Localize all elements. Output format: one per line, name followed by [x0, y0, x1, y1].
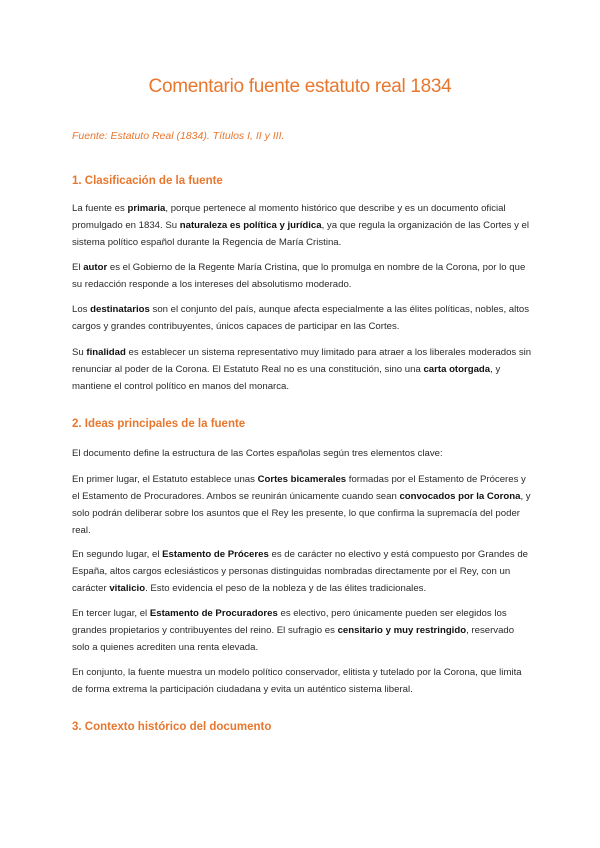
emphasis-text: destinatarios [90, 304, 150, 315]
document-title: Comentario fuente estatuto real 1834 [148, 76, 452, 97]
section-3-heading: 3. Contexto histórico del documento [72, 721, 272, 733]
emphasis-text: vitalicio [109, 583, 146, 594]
emphasis-text: finalidad [86, 347, 126, 358]
s2-paragraph-1: El documento define la estructura de las Cortes españolas según tres elementos clave: [72, 448, 443, 459]
s2-paragraph-4: En tercer lugar, el Estamento de Procuradores es electivo, pero únicamente pueden ser elegidos los grandes propietarios y contribuyentes del reino. El sufragio es censitario y muy restringido, reservado solo a quienes acrediten una renta elevada. [72, 608, 515, 653]
emphasis-text: Estamento de Procuradores [149, 608, 278, 619]
emphasis-text: Estamento de Próceres [162, 549, 269, 560]
section-2-heading: 2. Ideas principales de la fuente [72, 418, 246, 430]
source-citation: Fuente: Estatuto Real (1834). Títulos I, II y III. [72, 130, 285, 142]
s1-paragraph-2: El autor es el Gobierno de la Regente María Cristina, que lo promulga en nombre de la Corona, por lo que su redacción responde a los intereses del absolutismo moderado. [72, 262, 526, 290]
emphasis-text: Cortes bicamerales [257, 474, 347, 485]
emphasis-text: carta otorgada [423, 364, 491, 375]
emphasis-text: naturaleza es política y jurídica [179, 220, 322, 231]
emphasis-text: convocados por la Corona [399, 491, 521, 502]
s2-paragraph-2: En primer lugar, el Estatuto establece unas Cortes bicamerales formadas por el Estamento de Próceres y el Estamento de Procuradores. Ambos se reunirán únicamente cuando sean convocados por la Corona, y solo podrán deliberar sobre los asuntos que el Rey les presente, lo que confirma la supremacía del poder real. [72, 474, 531, 536]
emphasis-text: censitario y muy restringido [337, 625, 467, 636]
s1-paragraph-3: Los destinatarios son el conjunto del país, aunque afecta especialmente a las élites políticas, nobles, altos cargos y grandes contribuyentes, únicos capaces de participar en las Cortes. [72, 304, 530, 332]
s2-paragraph-3: En segundo lugar, el Estamento de Próceres es de carácter no electivo y está compuesto por Grandes de España, altos cargos eclesiásticos y personas distinguidas nombradas directamente por el Rey, con un carácter vitalicio. Esto evidencia el peso de la nobleza y de las élites tradicionales. [72, 549, 528, 594]
s2-paragraph-5: En conjunto, la fuente muestra un modelo político conservador, elitista y tutelado por la Corona, que limita de forma extrema la participación ciudadana y evita un auténtico sistema liberal. [72, 667, 522, 695]
section-1-heading: 1. Clasificación de la fuente [72, 175, 223, 187]
s1-paragraph-4: Su finalidad es establecer un sistema representativo muy limitado para atraer a los liberales moderados sin renunciar al poder de la Corona. El Estatuto Real no es una constitución, sino una carta otorgada, y mantiene el control político en manos del monarca. [72, 347, 532, 392]
emphasis-text: primaria [127, 203, 166, 214]
s1-paragraph-1: La fuente es primaria, porque pertenece al momento histórico que describe y es un documento oficial promulgado en 1834. Su naturaleza es política y jurídica, ya que regula la organización de las Cortes y el sistema político español durante la Regencia de María Cristina. [72, 203, 530, 248]
emphasis-text: autor [83, 262, 108, 273]
